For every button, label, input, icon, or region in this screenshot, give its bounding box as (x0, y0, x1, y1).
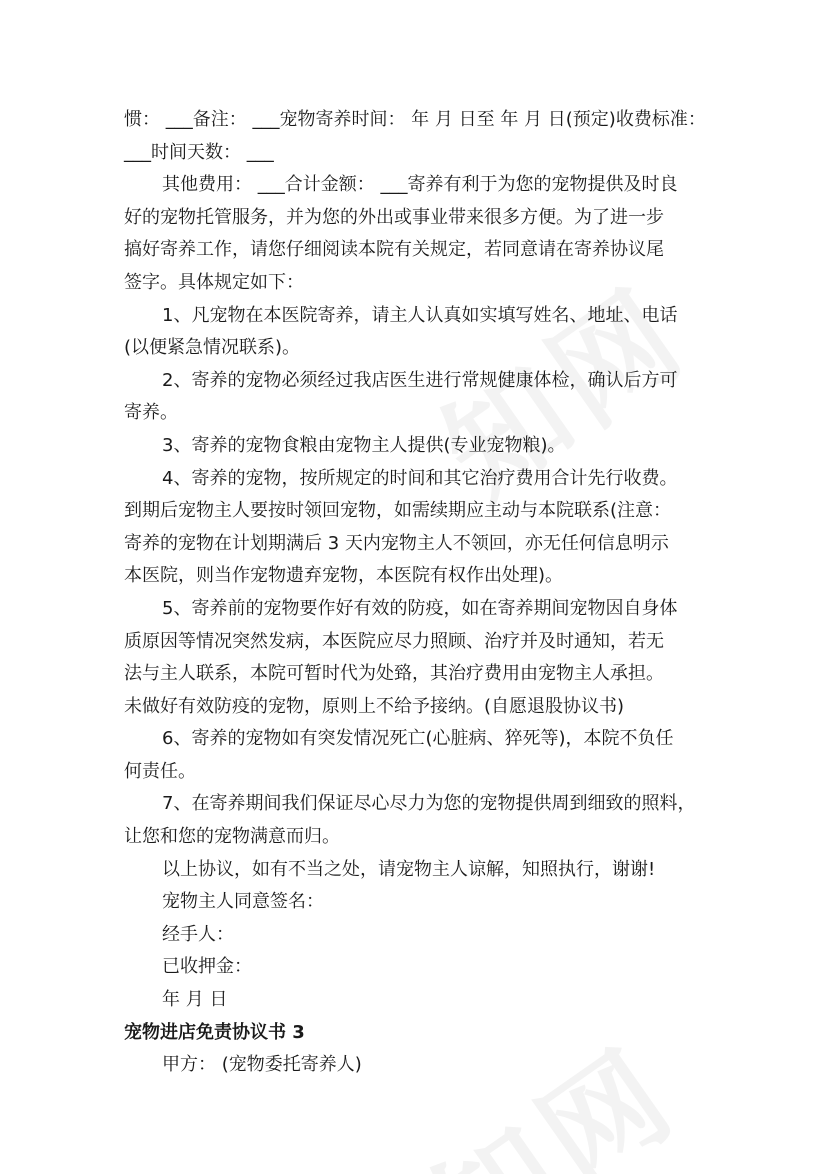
document-body (124, 104, 716, 1082)
text-line: (以便紧急情况联系)。 (124, 337, 301, 359)
text-line: 质原因等情况突然发病，本医院应尽力照顾、治疗并及时通知，若无 (124, 630, 664, 652)
text-line: ___时间天数： ___ (124, 141, 274, 163)
party-a-label: 甲方： (宠物委托寄养人) (162, 1054, 362, 1076)
text-line: 6、寄养的宠物如有突发情况死亡(心脏病、猝死等)，本院不负任 (162, 728, 674, 750)
text-line: 寄养的宠物在计划期满后 3 天内宠物主人不领回，亦无任何信息明示 (124, 532, 669, 554)
text-line: 本医院，则当作宠物遗弃宠物，本医院有权作出处理)。 (124, 565, 564, 587)
text-line: 惯： ___备注： ___宠物寄养时间： 年 月 日至 年 月 日(预定)收费标准： (124, 109, 706, 130)
text-line: 未做好有效防疫的宠物，原则上不给予接纳。(自愿退股协议书) (124, 695, 625, 717)
text-line: 7、在寄养期间我们保证尽心尽力为您的宠物提供周到细致的照料， (162, 793, 696, 815)
text-line: 1、凡宠物在本医院寄养，请主人认真如实填写姓名、地址、电话 (162, 304, 678, 326)
text-line: 以上协议，如有不当之处，请宠物主人谅解，知照执行，谢谢! (162, 858, 656, 880)
text-line: 5、寄养前的宠物要作好有效的防疫，如在寄养期间宠物因自身体 (162, 597, 678, 619)
text-line: 法与主人联系，本院可暂时代为处臵，其治疗费用由宠物主人承担。 (124, 663, 664, 685)
text-line: 其他费用： ___合计金额： ___寄养有利于为您的宠物提供及时良 (162, 174, 678, 196)
text-line: 4、寄养的宠物，按所规定的时间和其它治疗费用合计先行收费。 (162, 467, 678, 489)
text-line: 到期后宠物主人要按时领回宠物，如需续期应主动与本院联系(注意： (124, 500, 672, 522)
handler-label: 经手人： (162, 923, 234, 945)
date-label: 年 月 日 (162, 989, 228, 1011)
text-line: 2、寄养的宠物必须经过我店医生进行常规健康体检，确认后方可 (162, 369, 678, 391)
text-line: 签字。具体规定如下： (124, 271, 304, 293)
text-line: 好的宠物托管服务，并为您的外出或事业带来很多方便。为了进一步 (124, 206, 664, 228)
text-line: 搞好寄养工作，请您仔细阅读本院有关规定，若同意请在寄养协议尾 (124, 239, 664, 261)
text-line: 何责任。 (124, 760, 196, 782)
section-heading: 宠物进店免责协议书 3 (124, 1021, 305, 1043)
deposit-label: 已收押金： (162, 956, 252, 978)
text-line: 让您和您的宠物满意而归。 (124, 826, 340, 848)
text-line: 3、寄养的宠物食粮由宠物主人提供(专业宠物粮)。 (162, 434, 566, 456)
text-line: 寄养。 (124, 402, 178, 424)
signature-label: 宠物主人同意签名： (162, 891, 324, 913)
